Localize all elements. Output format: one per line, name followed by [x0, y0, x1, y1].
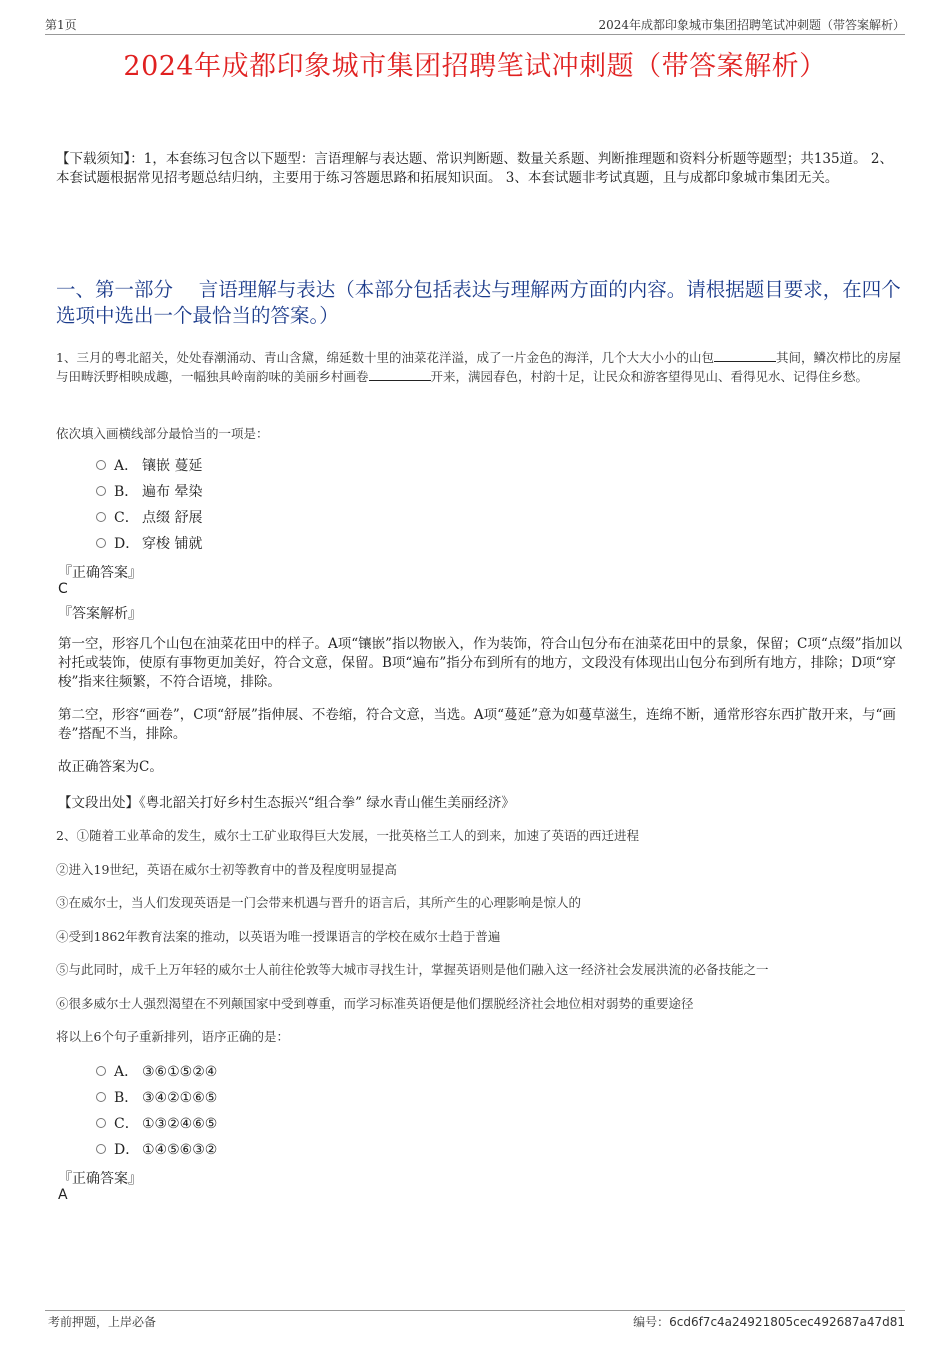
radio-icon[interactable] — [96, 512, 106, 522]
answer-label: 『正确答案』 — [58, 1171, 142, 1187]
analysis-label: 『答案解析』 — [58, 606, 142, 622]
footer-divider — [45, 1310, 905, 1312]
radio-icon[interactable] — [96, 486, 106, 496]
analysis-paragraph-3: 故正确答案为C。 — [58, 759, 163, 775]
radio-icon[interactable] — [96, 538, 106, 548]
question-2-sentence: 2、①随着工业革命的发生，威尔士工矿业取得巨大发展，一批英格兰工人的到来，加速了英语的西迁进程 — [56, 828, 639, 843]
radio-icon[interactable] — [96, 1118, 106, 1128]
header-doc-title: 2024年成都印象城市集团招聘笔试冲刺题（带答案解析） — [598, 18, 905, 32]
analysis-paragraph-2: 第二空，形容“画卷”，C项“舒展”指伸展、不卷缩，符合文意，当选。A项“蔓延”意为如蔓草滋生，连绵不断，通常形容东西扩散开来，与“画卷”搭配不当，排除。 — [58, 707, 896, 742]
stem-part-b: 其间，鳞次栉比的房屋与田畴沃野相映成趣，一幅独具岭南韵味的美丽乡村画卷 — [56, 350, 901, 384]
page-title: 2024年成都印象城市集团招聘笔试冲刺题（带答案解析） — [123, 51, 827, 82]
page-header — [45, 14, 905, 35]
question-2-sentence: ③在威尔士，当人们发现英语是一门会带来机遇与晋升的语言后，其所产生的心理影响是惊人的 — [56, 895, 582, 910]
radio-icon[interactable] — [96, 1144, 106, 1154]
footer-code — [633, 1313, 905, 1330]
question-2-sentence: ④受到1862年教育法案的推动，以英语为唯一授课语言的学校在威尔士趋于普遍 — [56, 929, 501, 944]
analysis-paragraph-1: 第一空，形容几个山包在油菜花田中的样子。A项“镶嵌”指以物嵌入，作为装饰，符合山包分布在油菜花田中的景象，保留；C项“点缀”指加以衬托或装饰，使原有事物更加美好，符合文意，保留。B项“遍布”指分布到所有的地方，文段没有体现出山包分布到所有地方，排除；D项“穿梭”指来往频繁，不符合语境，排除。 — [58, 636, 903, 690]
code-label: 编号： — [633, 1315, 670, 1329]
question-1-option-c[interactable]: C． 点缀 舒展 — [96, 508, 202, 528]
question-1-option-a[interactable]: A． 镶嵌 蔓延 — [96, 456, 202, 476]
section-title: 一、第一部分 言语理解与表达（本部分包括表达与理解两方面的内容。请根据题目要求，在四个选项中选出一个最恰当的答案。） — [56, 278, 901, 327]
fill-blank-2 — [369, 368, 431, 381]
download-notice: 【下载须知】：1，本套练习包含以下题型：言语理解与表达题、常识判断题、数量关系题、判断推理题和资料分析题等题型；共135道。 2、本套试题根据常见招考题总结归纳，主要用于练习答题思路和拓展知识面。 3、本套试题非考试真题，且与成都印象城市集团无关。 — [56, 151, 893, 186]
correct-answer: C — [58, 581, 68, 597]
code-value: 6cd6f7c4a24921805cec492687a47d81 — [669, 1315, 905, 1329]
question-1-prompt: 依次填入画横线部分最恰当的一项是： — [56, 426, 269, 441]
radio-icon[interactable] — [96, 1092, 106, 1102]
question-2-prompt: 将以上6个句子重新排列，语序正确的是： — [56, 1029, 289, 1044]
question-1-stem — [56, 348, 906, 386]
radio-icon[interactable] — [96, 1066, 106, 1076]
question-2-option-c[interactable]: C． ①③②④⑥⑤ — [96, 1114, 217, 1134]
page-number: 第1页 — [45, 18, 77, 32]
question-1-option-d[interactable]: D． 穿梭 铺就 — [96, 534, 202, 554]
question-2-option-d[interactable]: D． ①④⑤⑥③② — [96, 1140, 217, 1160]
answer-label: 『正确答案』 — [58, 565, 142, 581]
fill-blank-1 — [714, 349, 776, 362]
question-2-sentence: ⑤与此同时，成千上万年轻的威尔士人前往伦敦等大城市寻找生计，掌握英语则是他们融入这一经济社会发展洪流的必备技能之一 — [56, 962, 769, 977]
question-2-sentence: ②进入19世纪，英语在威尔士初等教育中的普及程度明显提高 — [56, 862, 397, 877]
stem-part-c: 开来，满园春色，村韵十足，让民众和游客望得见山、看得见水、记得住乡愁。 — [430, 369, 869, 384]
correct-answer: A — [58, 1187, 68, 1203]
question-2-sentence: ⑥很多威尔士人强烈渴望在不列颠国家中受到尊重，而学习标准英语便是他们摆脱经济社会地位相对弱势的重要途径 — [56, 996, 694, 1011]
stem-part-a: 1、三月的粤北韶关，处处春潮涌动、青山含黛，绵延数十里的油菜花洋溢，成了一片金色的海洋，几个大大小小的山包 — [56, 350, 714, 365]
question-2-option-b[interactable]: B． ③④②①⑥⑤ — [96, 1088, 217, 1108]
footer-slogan: 考前押题，上岸必备 — [48, 1315, 157, 1329]
question-1-option-b[interactable]: B． 遍布 晕染 — [96, 482, 202, 502]
question-2-option-a[interactable]: A． ③⑥①⑤②④ — [96, 1062, 217, 1082]
radio-icon[interactable] — [96, 460, 106, 470]
source-citation: 【文段出处】《粤北韶关打好乡村生态振兴“组合拳” 绿水青山催生美丽经济》 — [58, 795, 515, 811]
